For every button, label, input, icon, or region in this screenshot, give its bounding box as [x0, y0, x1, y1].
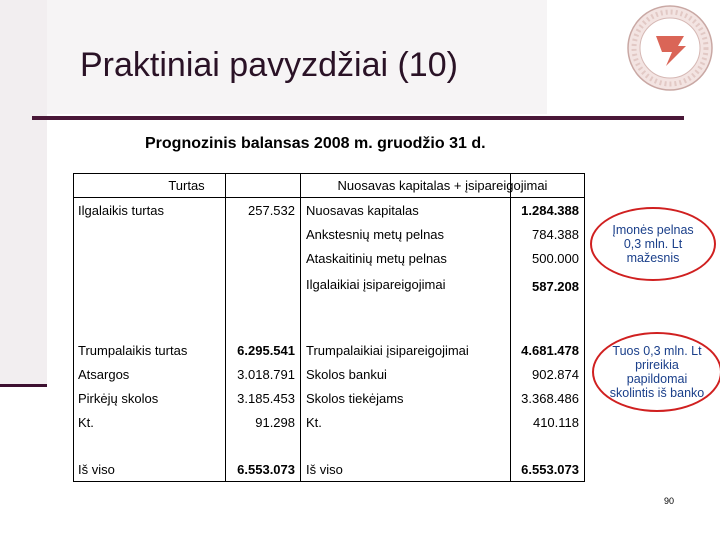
table-center-divider: [300, 173, 301, 482]
loan-note-callout: [592, 332, 720, 412]
row-label: Ilgalaikiai įsipareigojimai: [306, 277, 446, 292]
row-value: 3.185.453: [237, 391, 295, 406]
table-border-top: [73, 173, 585, 174]
row-value: 4.681.478: [521, 343, 579, 358]
row-label: Kt.: [306, 415, 322, 430]
balance-table: [73, 173, 585, 482]
page-number: 90: [664, 496, 675, 506]
row-value: 257.532: [248, 203, 295, 218]
row-value: 902.874: [532, 367, 579, 382]
row-value: 3.018.791: [237, 367, 295, 382]
row-label: Pirkėjų skolos: [78, 391, 159, 406]
slide-title: Praktiniai pavyzdžiai (10): [80, 46, 458, 84]
loan-note-text: Tuos 0,3 mln. Lt prireikia papildomai skolintis iš banko: [609, 344, 705, 400]
row-label: Ataskaitinių metų pelnas: [306, 251, 447, 266]
row-label: Skolos bankui: [306, 367, 387, 382]
row-label: Ilgalaikis turtas: [78, 203, 164, 218]
profit-note-callout: [590, 207, 716, 281]
table-border-left: [73, 173, 74, 482]
table-col-divider: [225, 173, 226, 482]
left-decor-bar: [0, 0, 47, 384]
row-label: Atsargos: [78, 367, 130, 382]
table-header-rule: [73, 197, 585, 198]
row-label: Kt.: [78, 415, 94, 430]
university-seal-logo-icon: [626, 2, 714, 98]
row-value: 500.000: [532, 251, 579, 266]
header-equity-liabilities: Nuosavas kapitalas + įsipareigojimai: [337, 178, 548, 193]
row-label: Ankstesnių metų pelnas: [306, 227, 445, 242]
total-label: Iš viso: [78, 462, 115, 477]
table-border-right: [584, 173, 585, 482]
row-value: 6.295.541: [237, 343, 295, 358]
total-label: Iš viso: [306, 462, 343, 477]
row-value: 784.388: [532, 227, 579, 242]
row-label: Trumpalaikiai įsipareigojimai: [306, 343, 469, 358]
table-border-bottom: [73, 481, 585, 482]
table-col-divider: [510, 173, 511, 482]
row-value: 3.368.486: [521, 391, 579, 406]
total-value: 6.553.073: [237, 462, 295, 477]
left-decor-accent: [0, 384, 47, 387]
title-rule: [32, 116, 684, 120]
row-value: 1.284.388: [521, 203, 579, 218]
row-label: Nuosavas kapitalas: [306, 203, 419, 218]
row-value: 410.118: [532, 415, 579, 430]
profit-note-text: Įmonės pelnas 0,3 mln. Lt mažesnis: [612, 223, 694, 265]
row-label: Trumpalaikis turtas: [78, 343, 188, 358]
total-value: 6.553.073: [521, 462, 579, 477]
header-assets: Turtas: [168, 178, 205, 193]
row-label: Skolos tiekėjams: [306, 391, 404, 406]
balance-sheet-title: Prognozinis balansas 2008 m. gruodžio 31 d.: [145, 135, 486, 152]
row-value: 91.298: [255, 415, 295, 430]
row-value: 587.208: [532, 279, 579, 294]
